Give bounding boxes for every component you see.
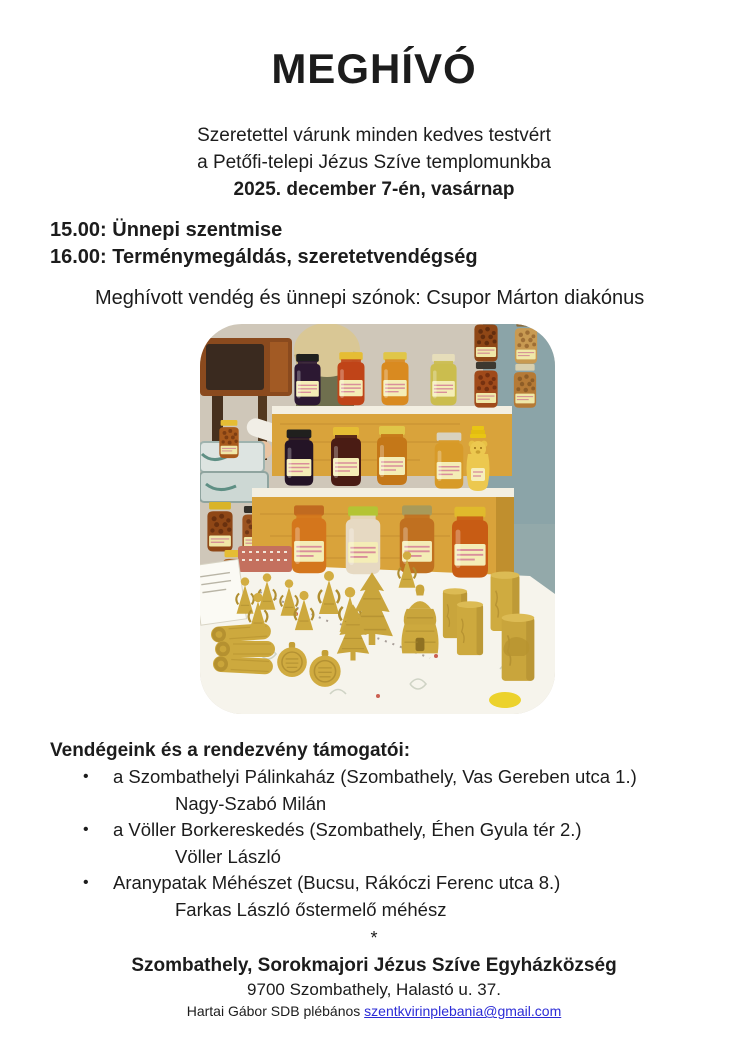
intro-block bbox=[0, 122, 748, 203]
supporter-name: a Szombathelyi Pálinkaház (Szombathely, Vas Gereben utca 1.) bbox=[113, 766, 637, 788]
bullet-icon: • bbox=[83, 874, 89, 892]
intro-line-2: a Petőfi-telepi Jézus Szíve templomunkba bbox=[197, 152, 551, 174]
supporters-heading: Vendégeink és a rendezvény támogatói: bbox=[50, 740, 411, 762]
list-item bbox=[50, 870, 748, 897]
footer-block bbox=[0, 953, 748, 1021]
contact-line bbox=[0, 1001, 748, 1021]
list-item bbox=[50, 764, 748, 791]
supporter-name: a Völler Borkereskedés (Szombathely, Éhen Gyula tér 2.) bbox=[113, 819, 582, 841]
event-date: 2025. december 7-én, vasárnap bbox=[233, 179, 515, 201]
page-title: MEGHÍVÓ bbox=[271, 45, 477, 92]
honey-stall-illustration bbox=[200, 324, 555, 714]
list-item bbox=[50, 817, 748, 844]
supporter-person: Völler László bbox=[175, 845, 281, 867]
intro-line-1: Szeretettel várunk minden kedves testvért bbox=[197, 125, 551, 147]
bullet-icon: • bbox=[83, 768, 89, 786]
papers bbox=[200, 559, 246, 625]
supporter-name: Aranypatak Méhészet (Bucsu, Rákóczi Ferenc utca 8.) bbox=[113, 872, 561, 894]
schedule-block bbox=[50, 217, 748, 271]
supporters-section bbox=[50, 738, 748, 923]
organization-name: Szombathely, Sorokmajori Jézus Szíve Egyházközség bbox=[131, 955, 617, 977]
schedule-item-blessing: 16.00: Terménymegáldás, szeretetvendégség bbox=[50, 246, 478, 269]
event-photo bbox=[200, 324, 555, 714]
email-link[interactable]: szentkvirinplebania@gmail.com bbox=[364, 1003, 562, 1020]
contact-person: Hartai Gábor SDB plébános bbox=[186, 1003, 365, 1020]
supporter-person: Farkas László őstermelő méhész bbox=[175, 898, 447, 920]
schedule-item-mass: 15.00: Ünnepi szentmise bbox=[50, 219, 283, 242]
supporter-person: Nagy-Szabó Milán bbox=[175, 792, 327, 814]
organization-address: 9700 Szombathely, Halastó u. 37. bbox=[247, 980, 501, 1000]
separator-asterisk: * bbox=[370, 928, 378, 949]
guest-speaker-line: Meghívott vendég és ünnepi szónok: Csupor Márton diakónus bbox=[95, 287, 645, 310]
bullet-icon: • bbox=[83, 821, 89, 839]
